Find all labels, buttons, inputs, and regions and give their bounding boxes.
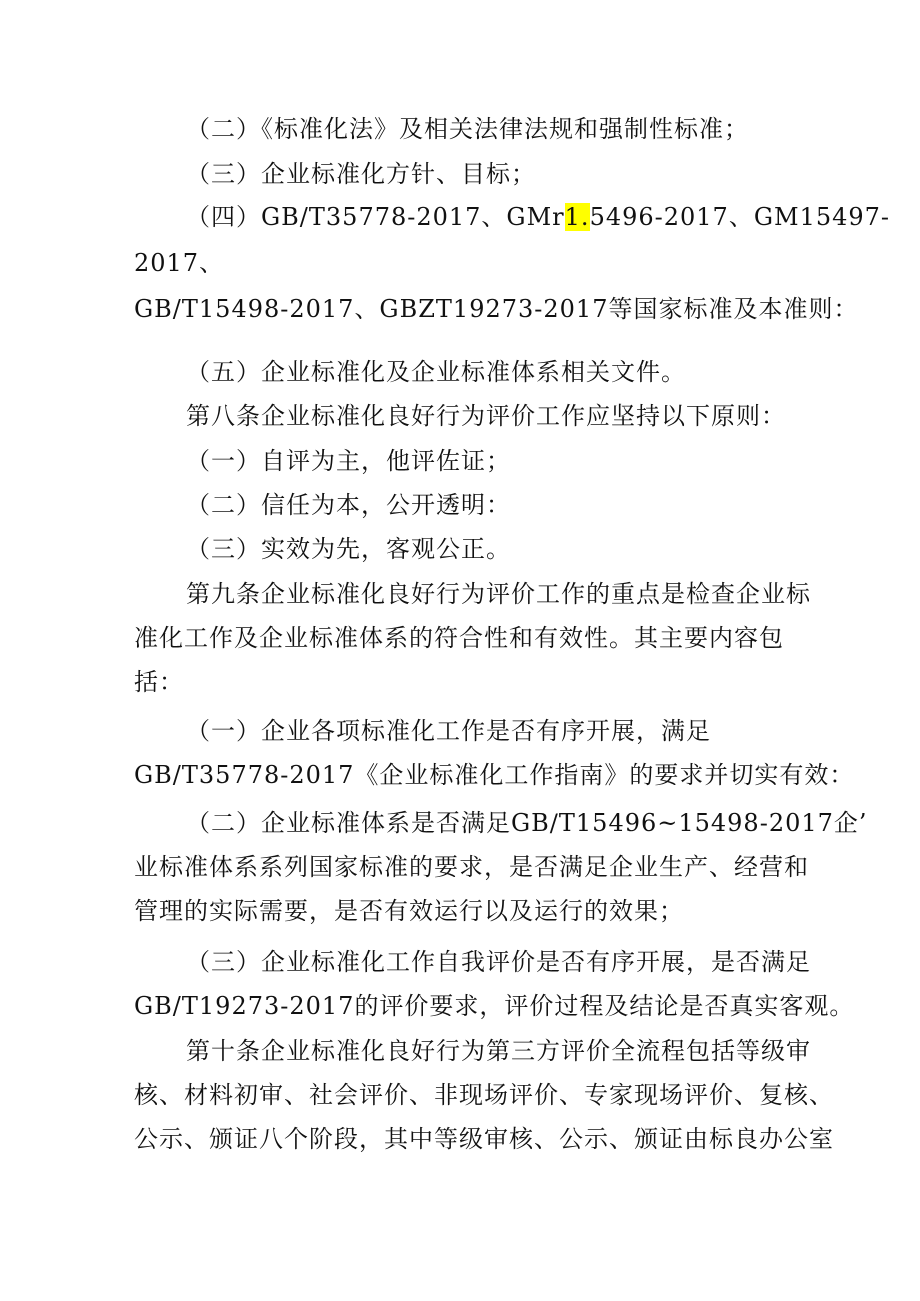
text-line-22: 核、材料初审、社会评价、非现场评价、专家现场评价、复核、	[134, 1081, 834, 1109]
text-line-21: 第十条企业标准化良好行为第三方评价全流程包括等级审	[186, 1037, 811, 1065]
text-line-23: 公示、颁证八个阶段，其中等级审核、公示、颁证由标良办公室	[134, 1125, 834, 1153]
text-line-12: 准化工作及企业标准体系的符合性和有效性。其主要内容包	[134, 624, 784, 652]
text-line-10: （三）实效为先，客观公正。	[186, 535, 511, 563]
text-line-20: GB/T19273-2017的评价要求，评价过程及结论是否真实客观。	[134, 992, 855, 1020]
text-line-7: 第八条企业标准化良好行为评价工作应坚持以下原则：	[186, 402, 786, 430]
text-line-3	[186, 200, 890, 234]
text-line-17: 业标准体系系列国家标准的要求，是否满足企业生产、经营和	[134, 853, 809, 881]
text-line-18: 管理的实际需要，是否有效运行以及运行的效果；	[134, 897, 684, 925]
text-line-13: 括：	[134, 668, 184, 696]
text-line-6: （五）企业标准化及企业标准体系相关文件。	[186, 358, 686, 386]
text-line-16: （二）企业标准体系是否满足GB∕T15496~15498-2017企’	[186, 809, 868, 837]
text-line-3-b: 5496-2017、GM15497-	[589, 203, 891, 231]
text-line-4: 2017、	[134, 249, 225, 277]
text-line-15: GB/T35778-2017《企业标准化工作指南》的要求并切实有效：	[134, 761, 855, 789]
text-line-9: （二）信任为本，公开透明：	[186, 491, 511, 519]
text-line-19: （三）企业标准化工作自我评价是否有序开展，是否满足	[186, 948, 811, 976]
text-line-2: （三）企业标准化方针、目标；	[186, 160, 536, 188]
text-line-3-a: （四）GB/T35778-2017、GMr	[186, 203, 565, 231]
text-line-5: GB/T15498-2017、GBZT19273-2017等国家标准及本准则：	[134, 295, 859, 323]
text-line-14: （一）企业各项标准化工作是否有序开展，满足	[186, 717, 711, 745]
highlighted-text: 1.	[564, 203, 590, 231]
text-line-1: （二）《标准化法》及相关法律法规和强制性标准；	[186, 115, 749, 143]
text-line-8: （一）自评为主，他评佐证；	[186, 447, 511, 475]
text-line-11: 第九条企业标准化良好行为评价工作的重点是检查企业标	[186, 580, 811, 608]
